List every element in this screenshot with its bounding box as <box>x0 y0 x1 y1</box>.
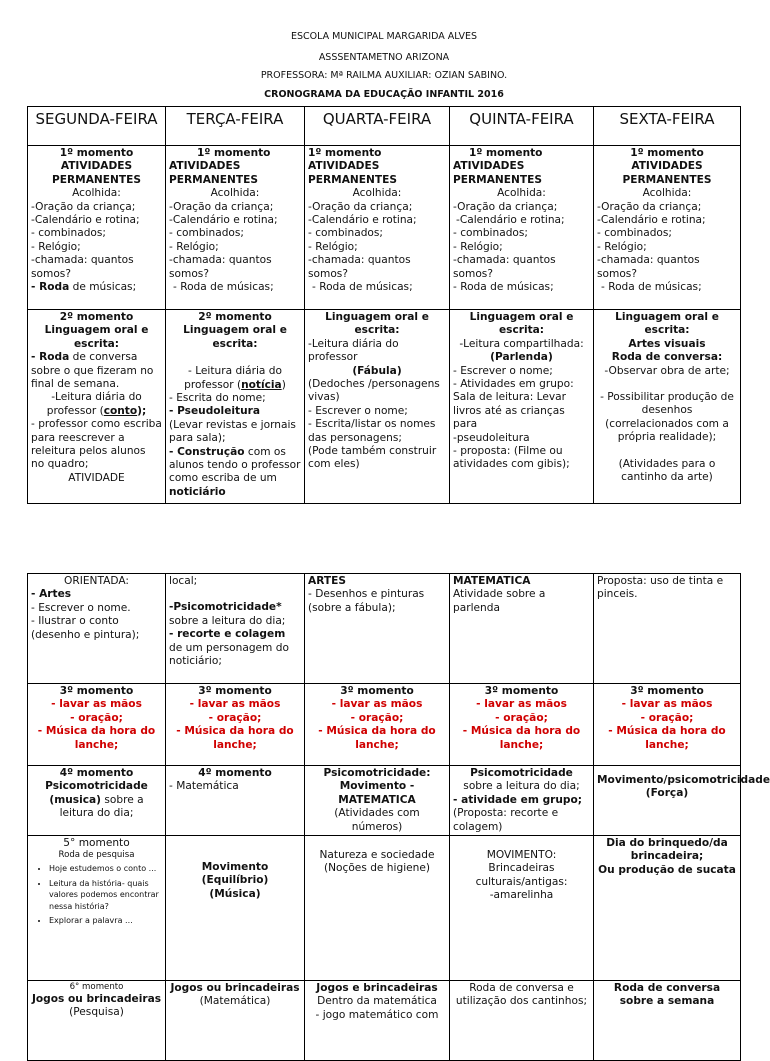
cont-wednesday <box>305 574 450 684</box>
m1-acolhida: Acolhida: <box>210 187 260 200</box>
m2-sex-ativ: (Atividades para o cantinho da arte) <box>618 457 716 484</box>
cont-qui-ativ: Atividade sobre a parlenda <box>453 588 546 614</box>
m2-ter-pseudo: - Pseudoleitura <box>169 405 260 418</box>
m1-calendario: -Calendário e rotina; <box>31 214 140 227</box>
m1-oracao: -Oração da criança; <box>453 200 558 213</box>
moment-5-row <box>28 836 741 981</box>
m4-qua-ativ: (Atividades com números) <box>334 807 420 833</box>
m1-chamada: -chamada: quantos somos? <box>308 254 411 280</box>
m2-thursday <box>450 310 594 504</box>
m1-roda: - Roda de músicas; <box>173 281 274 294</box>
moment-3-row <box>28 684 741 766</box>
m2-qua-dedoches: (Dedoches /personagens vivas) <box>308 378 440 404</box>
m3-lavar: - lavar as mãos <box>476 698 567 711</box>
m5-seg-title: 5° momento <box>63 837 130 850</box>
m2-qui-atividades: - Atividades em grupo: Sala de leitura: Levar livros até as crianças para <box>453 378 574 431</box>
m1-combinados: - combinados; <box>453 227 528 240</box>
m2-seg-prof: - professor como escriba para reescrever a releitura pelos alunos no quadro; <box>31 418 162 471</box>
cont-ter-recorte <box>169 628 301 668</box>
m3-title: 3º momento <box>340 685 414 697</box>
m3-monday <box>28 684 166 766</box>
m3-title: 3º momento <box>59 685 134 697</box>
school-name: ESCOLA MUNICIPAL MARGARIDA ALVES <box>290 31 478 42</box>
moment-1-row <box>28 146 741 310</box>
m4-seg-musica-bold: (musica) <box>49 793 102 806</box>
m2-seg-roda <box>31 351 162 391</box>
m5-tuesday <box>166 836 305 981</box>
m5-qui-mov: MOVIMENTO: <box>486 849 557 862</box>
m4-qui-grupo: - atividade em grupo; <box>453 793 583 806</box>
m1-calendario: -Calendário e rotina; <box>456 214 565 227</box>
day-header-thursday: QUINTA-FEIRA <box>450 107 594 146</box>
m5-seg-roda: Roda de pesquisa <box>58 850 135 861</box>
m2-ling: Linguagem oral e escrita: <box>615 311 719 337</box>
m1-monday <box>28 146 166 310</box>
m4-ter-title: 4º momento <box>198 767 272 779</box>
moment-2-row <box>28 310 741 504</box>
m4-qua-mov: Movimento - <box>339 780 415 793</box>
document-title: CRONOGRAMA DA EDUCAÇÃO INFANTIL 2016 <box>264 89 504 100</box>
m1-title: 1º momento <box>630 147 704 159</box>
cont-qui-mat: MATEMATICA <box>453 575 531 587</box>
m1-acolhida: Acolhida: <box>72 187 121 200</box>
m2-qui-proposta: - proposta: (Filme ou atividades com gibis); <box>453 445 570 471</box>
m1-label: ATIVIDADES PERMANENTES <box>622 160 712 186</box>
cont-ter-local: local; <box>169 575 198 587</box>
m1-oracao: -Oração da criança; <box>31 200 136 213</box>
m5-ter-mov: Movimento <box>201 861 269 874</box>
m1-combinados: - combinados; <box>169 227 244 240</box>
m5-wednesday <box>305 836 450 981</box>
m2-ter-escrita: - Escrita do nome; <box>169 392 266 405</box>
m1-wednesday <box>305 146 450 310</box>
m2-ling: Linguagem oral e escrita: <box>469 311 574 337</box>
m2-sex-roda: Roda de conversa: <box>611 351 723 364</box>
m6-ter-mat: (Matemática) <box>199 995 271 1008</box>
cont-monday <box>28 574 166 684</box>
m2-monday <box>28 310 166 504</box>
m2-qui-pseudo: -pseudoleitura <box>453 431 530 444</box>
m5-friday <box>594 836 741 981</box>
m2-qua-escrever: - Escrever o nome; <box>308 404 408 417</box>
m4-qui-sobre: sobre a leitura do dia; <box>463 780 580 793</box>
m1-acolhida: Acolhida: <box>497 187 546 200</box>
cont-ter-recorte-text: de um personagem do noticiário; <box>169 641 289 668</box>
m6-ter-jogos: Jogos ou brincadeiras <box>170 982 300 995</box>
day-header-tuesday: TERÇA-FEIRA <box>166 107 305 146</box>
m1-acolhida: Acolhida: <box>352 187 402 200</box>
m1-oracao: -Oração da criança; <box>169 200 274 213</box>
m3-thursday <box>450 684 594 766</box>
m1-roda: - Roda de músicas; <box>601 281 702 294</box>
m1-roda: - Roda de músicas; <box>453 281 554 294</box>
m4-qui-proposta: (Proposta: recorte e colagem) <box>453 807 559 833</box>
m5-ter-musica: (Música) <box>209 887 261 900</box>
m1-chamada: -chamada: quantos somos? <box>453 254 556 280</box>
m1-relogio: - Relógio; <box>31 240 81 253</box>
settlement-name: ASSSENTAMETNO ARIZONA <box>318 52 450 63</box>
m1-relogio: - Relógio; <box>453 240 503 253</box>
m1-title: 1º momento <box>197 147 271 159</box>
m1-relogio: - Relógio; <box>597 240 647 253</box>
m5-sex-dia: Dia do brinquedo/da brincadeira; <box>606 837 728 863</box>
m6-seg-extra: (Pesquisa) <box>69 1006 124 1019</box>
m1-relogio: - Relógio; <box>169 240 219 253</box>
m2-ter-noticiario: noticiário <box>169 485 226 498</box>
m3-oracao: - oração; <box>640 711 694 724</box>
m3-title: 3º momento <box>484 685 559 697</box>
m1-combinados: - combinados; <box>308 227 383 240</box>
m6-thursday <box>450 981 594 1061</box>
m4-qua-psico: Psicomotricidade: <box>323 767 431 779</box>
moment-6-row <box>28 981 741 1061</box>
m2-ling: Linguagem oral e escrita: <box>325 311 429 337</box>
m1-chamada: -chamada: quantos somos? <box>597 254 700 280</box>
m6-seg-jogos: Jogos ou brincadeiras <box>31 993 162 1006</box>
m4-qua-mat: MATEMATICA <box>338 793 416 806</box>
m2-qui-parlenda: (Parlenda) <box>490 351 553 364</box>
m3-musica: - Música da hora do lanche; <box>37 725 156 751</box>
m2-seg-leitura-end: ); <box>137 404 147 417</box>
m1-calendario: -Calendário e rotina; <box>169 214 278 227</box>
m6-monday <box>28 981 166 1061</box>
m4-seg-title: 4º momento <box>59 767 134 779</box>
m3-musica: - Música da hora do lanche; <box>462 725 581 751</box>
m4-seg-musica-text: sobre a leitura do dia; <box>59 793 144 820</box>
m1-oracao: -Oração da criança; <box>308 200 413 213</box>
m5-qui-amar: -amarelinha <box>489 889 554 902</box>
m1-calendario: -Calendário e rotina; <box>597 214 706 227</box>
m1-roda-rest: de músicas; <box>69 281 137 294</box>
cont-seg-artes: - Artes <box>31 588 72 601</box>
m3-oracao: - oração; <box>208 711 262 724</box>
m2-qua-escrita: - Escrita/listar os nomes das personagens; <box>308 418 436 444</box>
m1-roda: - Roda de músicas; <box>312 281 413 294</box>
day-header-friday: SEXTA-FEIRA <box>594 107 741 146</box>
m3-tuesday <box>166 684 305 766</box>
m4-qui-psico: Psicomotricidade <box>470 767 573 779</box>
m3-musica: - Música da hora do lanche; <box>608 725 726 751</box>
m1-label: ATIVIDADES PERMANENTES <box>453 160 542 186</box>
m3-friday <box>594 684 741 766</box>
m6-seg-title: 6° momento <box>69 982 124 993</box>
m1-calendario: -Calendário e rotina; <box>308 214 417 227</box>
cont-seg-escrever: - Escrever o nome. <box>31 601 131 614</box>
m3-title: 3º momento <box>630 685 704 697</box>
m1-acolhida: Acolhida: <box>642 187 692 200</box>
m3-title: 3º momento <box>198 685 272 697</box>
m1-combinados: - combinados; <box>597 227 672 240</box>
continuation-row <box>28 574 741 684</box>
m5-qui-brinc: Brincadeiras culturais/antigas: <box>475 862 568 888</box>
m2-seg-atividade: ATIVIDADE <box>68 471 125 484</box>
m1-roda <box>31 281 162 294</box>
m2-tuesday <box>166 310 305 504</box>
m5-qua-nat: Natureza e sociedade <box>319 849 435 862</box>
m1-thursday <box>450 146 594 310</box>
m4-friday <box>594 766 770 836</box>
m5-ter-equil: (Equilíbrio) <box>201 874 269 887</box>
m6-sex-roda: Roda de conversa sobre a semana <box>613 982 721 1008</box>
m6-tuesday <box>166 981 305 1061</box>
m2-sex-observar: -Observar obra de arte; <box>604 364 730 377</box>
list-item: • Leitura da história- quais valores podemos encontrar nessa história? <box>49 878 162 913</box>
m6-friday <box>594 981 741 1061</box>
list-item: • Hoje estudemos o conto ... <box>49 863 162 875</box>
m2-ter-levar: (Levar revistas e jornais para sala); <box>169 418 296 445</box>
m2-qui-escrever: - Escrever o nome; <box>453 364 553 377</box>
day-header-monday: SEGUNDA-FEIRA <box>28 107 166 146</box>
m2-seg-conto: conto <box>103 404 138 417</box>
m6-qui-roda: Roda de conversa e utilização dos cantinhos; <box>455 982 588 1008</box>
m2-ter-construcao-bold: - Construção <box>169 445 245 458</box>
m2-ter-leitura <box>169 365 301 392</box>
schedule-table-bottom <box>27 573 770 1061</box>
m3-oracao: - oração; <box>495 711 548 724</box>
cont-thursday <box>450 574 594 684</box>
m2-wednesday <box>305 310 450 504</box>
m1-title: 1º momento <box>59 147 134 159</box>
m1-friday <box>594 146 741 310</box>
m2-qua-leitura: -Leitura diária do professor <box>308 337 399 364</box>
m2-title: 2º momento <box>59 311 134 323</box>
m1-title: 1º momento <box>469 147 543 159</box>
m2-ter-leitura-end: ) <box>281 378 286 391</box>
m1-combinados: - combinados; <box>31 227 106 240</box>
cont-sex-proposta: Proposta: uso de tinta e pinceis. <box>597 575 724 601</box>
m1-chamada: -chamada: quantos somos? <box>169 254 272 280</box>
m4-seg-psico: Psicomotricidade <box>45 780 148 793</box>
m4-wednesday <box>305 766 450 836</box>
m2-ter-construcao <box>169 446 301 500</box>
cont-tuesday <box>166 574 305 684</box>
m4-monday <box>28 766 166 836</box>
m5-seg-list <box>31 863 162 927</box>
m3-oracao: - oração; <box>350 711 404 724</box>
cont-ter-sobre: sobre a leitura do dia; <box>169 614 286 627</box>
m5-thursday <box>450 836 594 981</box>
cont-seg-ilustrar: - Ilustrar o conto (desenho e pintura); <box>31 615 140 641</box>
m2-sex-possibilitar: - Possibilitar produção de desenhos (correlacionados com a própria realidade); <box>600 391 734 444</box>
m4-ter-mat: - Matemática <box>169 780 239 793</box>
m4-tuesday <box>166 766 305 836</box>
m6-qua-dentro: Dentro da matemática <box>317 995 437 1008</box>
m2-ter-leitura-text: - Leitura diária do professor ( <box>184 365 282 391</box>
m2-seg-roda-bold: - Roda <box>31 351 70 364</box>
m1-label: ATIVIDADES PERMANENTES <box>308 160 397 186</box>
m2-qua-fabula: (Fábula) <box>352 364 402 377</box>
m4-sex-mov: Movimento/psicomotricidade <box>597 774 770 786</box>
m3-oracao: - oração; <box>70 711 123 724</box>
cont-ter-recorte-bold: - recorte e colagem <box>169 628 286 641</box>
m4-sex-forca: (Força) <box>645 787 689 800</box>
m1-chamada: -chamada: quantos somos? <box>31 254 134 280</box>
m3-lavar: - lavar as mãos <box>189 698 281 711</box>
schedule-table-top <box>27 106 741 504</box>
m1-relogio: - Relógio; <box>308 240 358 253</box>
m1-label: ATIVIDADES PERMANENTES <box>169 160 258 186</box>
m2-seg-leitura-text: -Leitura diária do professor ( <box>46 391 142 417</box>
m2-sex-artes: Artes visuais <box>628 337 706 350</box>
m3-lavar: - lavar as mãos <box>621 698 713 711</box>
m2-qua-pode: (Pode também construir com eles) <box>308 445 437 471</box>
cont-qua-artes: ARTES <box>308 575 346 587</box>
cont-ter-psico: -Psicomotricidade* <box>169 601 282 614</box>
moment-4-row <box>28 766 741 836</box>
m2-seg-leitura <box>31 391 162 418</box>
m2-ling: Linguagem oral e escrita: <box>183 324 287 350</box>
m1-title: 1º momento <box>308 147 382 159</box>
m1-label: ATIVIDADES PERMANENTES <box>52 160 141 186</box>
m2-qui-leitura: -Leitura compartilhada: <box>459 337 584 350</box>
cont-friday <box>594 574 741 684</box>
m6-qua-jogos: Jogos e brincadeiras <box>316 982 438 995</box>
m3-musica: - Música da hora do lanche; <box>318 725 436 751</box>
m3-musica: - Música da hora do lanche; <box>176 725 294 751</box>
m2-ter-noticia: notícia <box>241 378 282 391</box>
teacher-line: PROFESSORA: Mª RAILMA AUXILIAR: OZIAN SABINO. <box>260 70 508 81</box>
list-item: • Explorar a palavra ... <box>49 915 162 927</box>
m1-tuesday <box>166 146 305 310</box>
m3-lavar: - lavar as mãos <box>51 698 142 711</box>
m5-qua-nocoes: (Noções de higiene) <box>323 862 431 875</box>
m2-ling: Linguagem oral e escrita: <box>44 324 149 350</box>
m2-title: 2º momento <box>198 311 272 323</box>
cont-seg-orientada: ORIENTADA: <box>64 575 129 587</box>
cont-qua-desenhos: - Desenhos e pinturas (sobre a fábula); <box>308 588 425 614</box>
m3-wednesday <box>305 684 450 766</box>
m6-wednesday <box>305 981 450 1061</box>
m6-qua-jogo: - jogo matemático com <box>315 1008 439 1021</box>
m2-ter-construcao-text: com os alunos tendo o professor como escriba de um <box>169 445 301 485</box>
m1-roda-bold: - Roda <box>31 281 70 294</box>
m5-monday <box>28 836 166 981</box>
m1-oracao: -Oração da criança; <box>597 200 702 213</box>
m4-thursday <box>450 766 594 836</box>
m5-sex-ou: Ou produção de sucata <box>598 863 736 876</box>
m2-seg-roda-text: de conversa sobre o que fizeram no final de semana. <box>31 351 154 391</box>
m2-friday <box>594 310 741 504</box>
m3-lavar: - lavar as mãos <box>331 698 423 711</box>
m4-seg-musica <box>31 794 162 821</box>
day-header-wednesday: QUARTA-FEIRA <box>305 107 450 146</box>
